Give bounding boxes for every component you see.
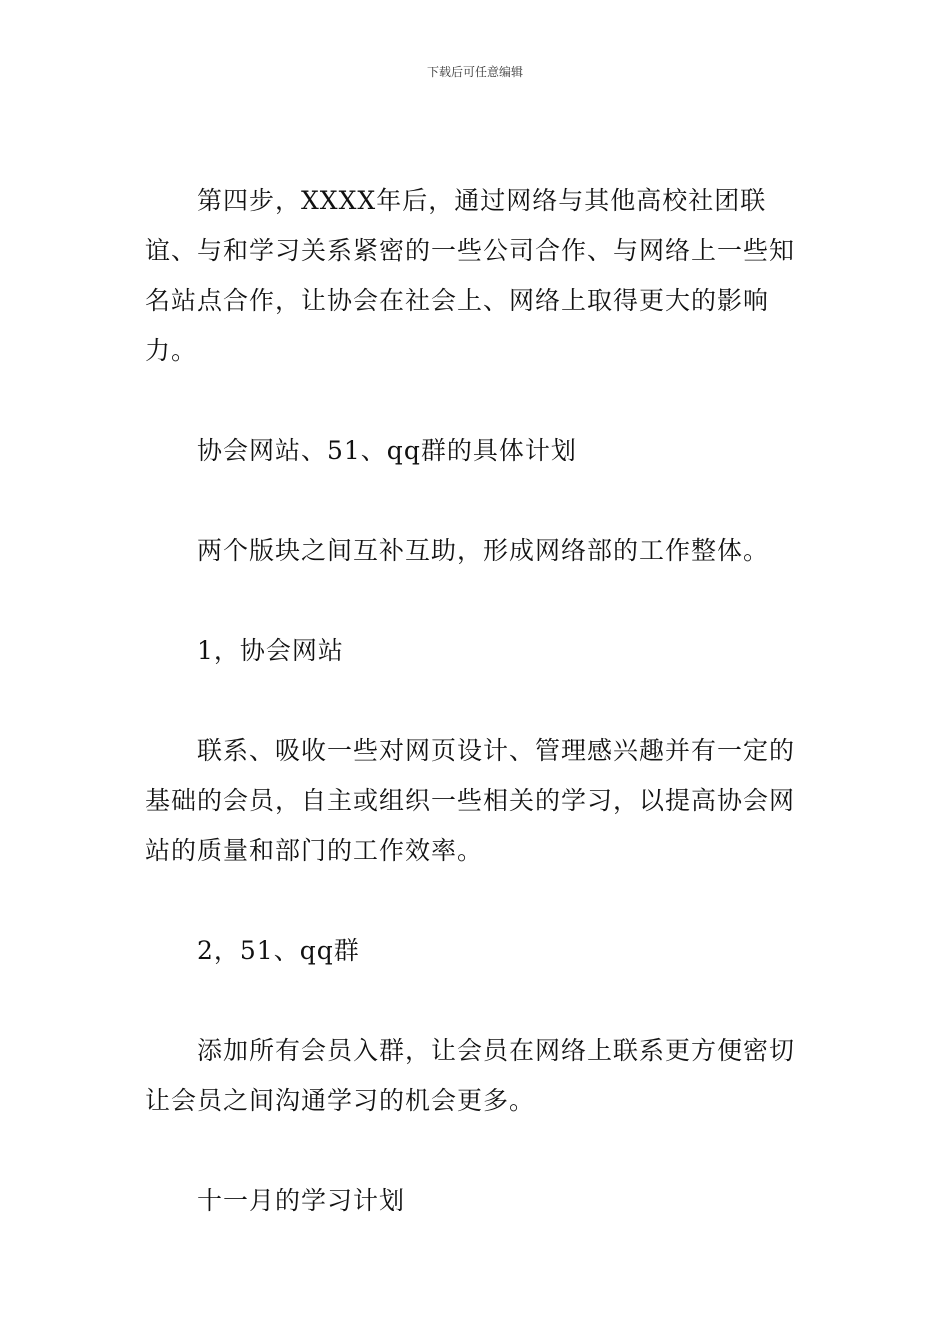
item-heading-website: 1，协会网站 <box>197 636 344 665</box>
document-body <box>145 176 810 1226</box>
paragraph-qq-group: 添加所有会员入群，让会员在网络上联系更方便密切让会员之间沟通学习的机会更多。 <box>145 1036 796 1115</box>
section-heading-plan: 协会网站、51、qq群的具体计划 <box>197 436 577 465</box>
page-header-note: 下载后可任意编辑 <box>426 65 523 79</box>
section-heading-november: 十一月的学习计划 <box>197 1186 406 1215</box>
paragraph-step-four: 第四步，XXXX年后，通过网络与其他高校社团联谊、与和学习关系紧密的一些公司合作、与网络上一些知名站点合作，让协会在社会上、网络上取得更大的影响力。 <box>145 186 796 365</box>
item-heading-qq-group: 2，51、qq群 <box>197 936 360 965</box>
paragraph-website: 联系、吸收一些对网页设计、管理感兴趣并有一定的基础的会员，自主或组织一些相关的学习，以提高协会网站的质量和部门的工作效率。 <box>145 736 796 865</box>
paragraph-complement: 两个版块之间互补互助，形成网络部的工作整体。 <box>197 536 770 565</box>
